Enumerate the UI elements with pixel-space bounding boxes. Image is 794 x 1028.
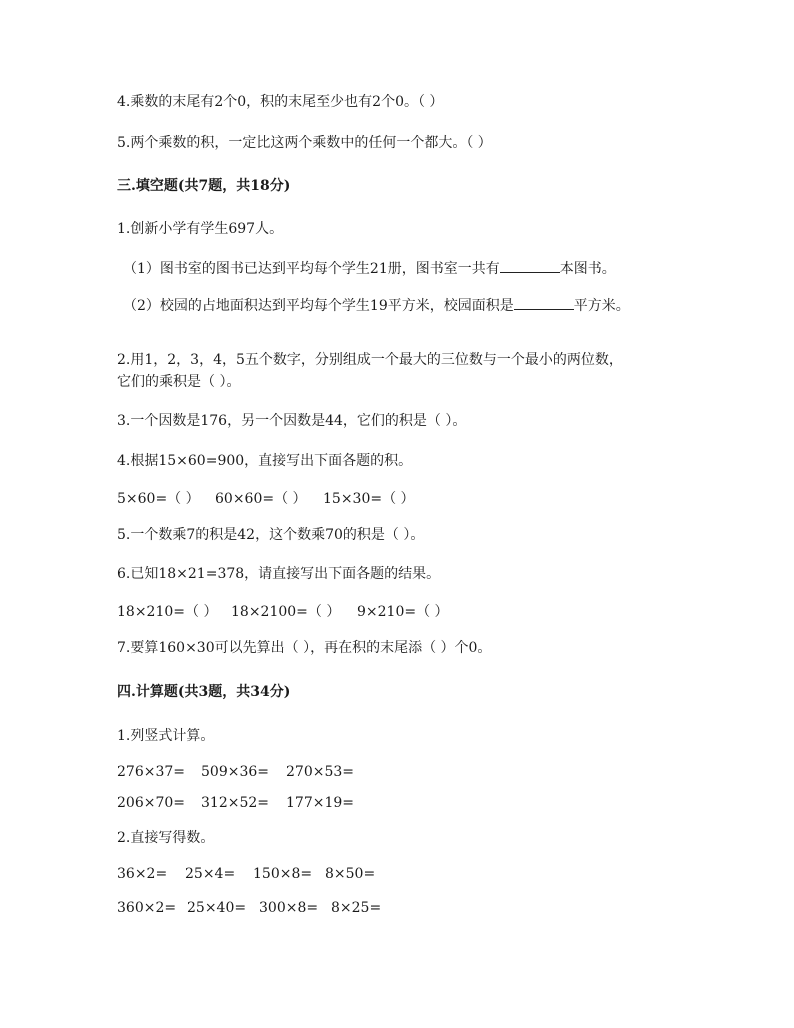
fill-question-6: 6.已知18×21=378，请直接写出下面各题的结果。 bbox=[117, 566, 441, 582]
expression: 15×30=（ ） bbox=[323, 491, 415, 507]
section-heading-fill: 三.填空题(共7题，共18分) bbox=[117, 178, 291, 194]
expression: 25×40= bbox=[187, 900, 247, 916]
judge-question-4: 4.乘数的末尾有2个0，积的末尾至少也有2个0。（ ） bbox=[117, 94, 444, 110]
fill-question-1b-text: （2）校园的占地面积达到平均每个学生19平方米，校园面积是 bbox=[123, 298, 514, 314]
fill-question-1: 1.创新小学有学生697人。 bbox=[117, 221, 284, 237]
fill-question-5: 5.一个数乘7的积是42，这个数乘70的积是（ ）。 bbox=[117, 527, 425, 543]
answer-blank bbox=[514, 295, 574, 310]
calc-question-2-row2 bbox=[117, 898, 381, 918]
expression: 270×53= bbox=[286, 764, 354, 780]
expression: 36×2= bbox=[117, 866, 168, 882]
expression: 206×70= bbox=[117, 795, 185, 811]
fill-question-1a-text: （1）图书室的图书已达到平均每个学生21册，图书室一共有 bbox=[123, 261, 500, 277]
expression: 509×36= bbox=[201, 764, 269, 780]
fill-question-6-items bbox=[117, 602, 449, 622]
expression: 177×19= bbox=[286, 795, 354, 811]
expression: 8×25= bbox=[331, 900, 382, 916]
expression: 312×52= bbox=[201, 795, 269, 811]
expression: 150×8= bbox=[253, 866, 313, 882]
answer-blank bbox=[500, 258, 560, 273]
expression: 18×210=（ ） bbox=[117, 604, 218, 620]
calc-question-2: 2.直接写得数。 bbox=[117, 830, 215, 846]
fill-question-4: 4.根据15×60=900，直接写出下面各题的积。 bbox=[117, 453, 413, 469]
expression: 18×2100=（ ） bbox=[231, 604, 341, 620]
fill-question-2-line1: 2.用1，2，3，4，5五个数字，分别组成一个最大的三位数与一个最小的两位数， bbox=[117, 352, 623, 368]
calc-question-1: 1.列竖式计算。 bbox=[117, 728, 215, 744]
section-heading-calc: 四.计算题(共3题，共34分) bbox=[117, 684, 291, 700]
expression: 9×210=（ ） bbox=[357, 604, 449, 620]
calc-question-1-row1 bbox=[117, 762, 354, 782]
judge-question-5: 5.两个乘数的积，一定比这两个乘数中的任何一个都大。（ ） bbox=[117, 135, 492, 151]
expression: 5×60=（ ） bbox=[117, 491, 200, 507]
expression: 8×50= bbox=[325, 866, 376, 882]
expression: 276×37= bbox=[117, 764, 185, 780]
calc-question-1-row2 bbox=[117, 793, 354, 813]
expression: 300×8= bbox=[259, 900, 319, 916]
expression: 360×2= bbox=[117, 900, 177, 916]
fill-question-7: 7.要算160×30可以先算出（ ），再在积的末尾添（ ）个0。 bbox=[117, 640, 492, 656]
fill-question-1a bbox=[123, 258, 616, 279]
fill-question-4-items bbox=[117, 489, 415, 509]
fill-question-1a-unit: 本图书。 bbox=[559, 261, 616, 277]
fill-question-1b bbox=[123, 295, 630, 316]
fill-question-1b-unit: 平方米。 bbox=[573, 298, 630, 314]
expression: 25×4= bbox=[185, 866, 236, 882]
calc-question-2-row1 bbox=[117, 864, 375, 884]
fill-question-2-line2: 它们的乘积是（ ）。 bbox=[117, 374, 241, 390]
expression: 60×60=（ ） bbox=[215, 491, 307, 507]
fill-question-3: 3.一个因数是176，另一个因数是44，它们的积是（ ）。 bbox=[117, 413, 467, 429]
